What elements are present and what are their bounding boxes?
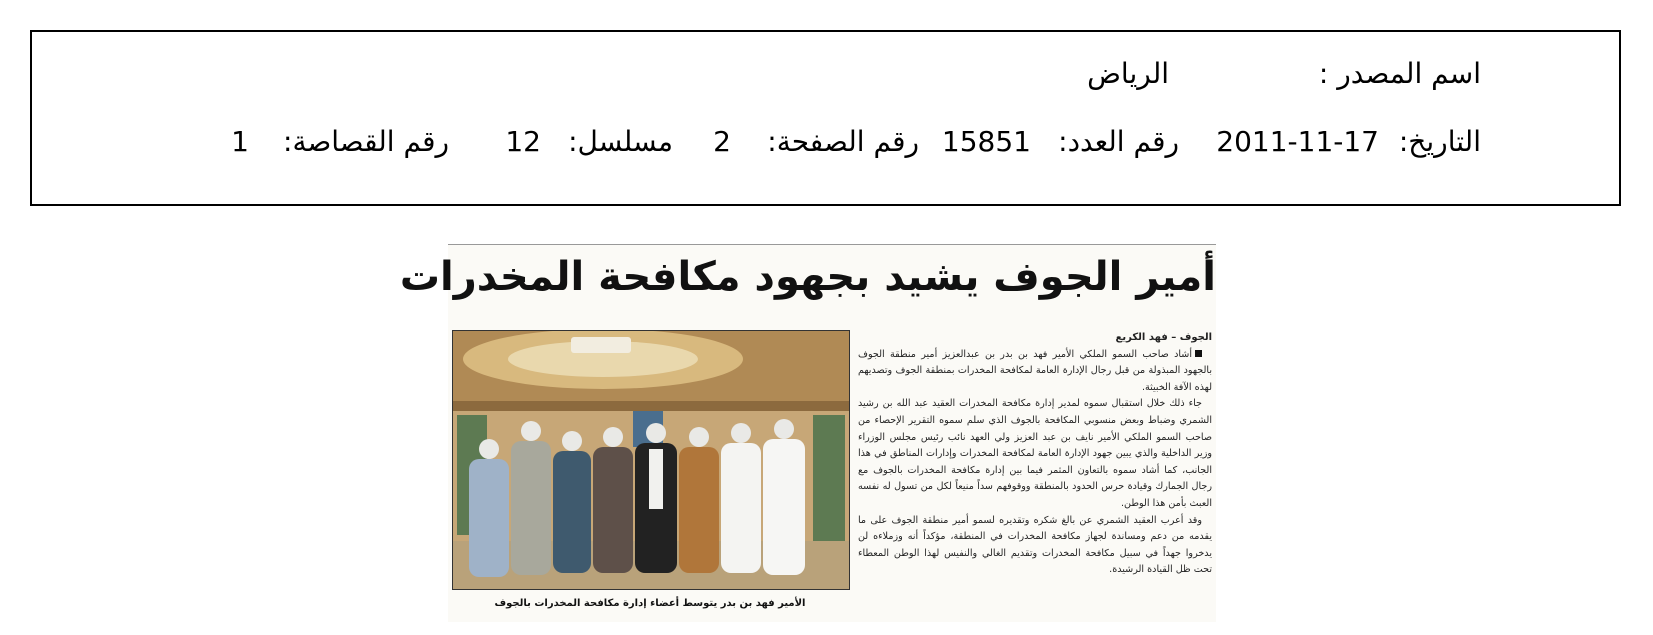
serial-value: 12 xyxy=(505,125,541,158)
date-label: التاريخ: xyxy=(1398,125,1481,158)
serial-label: مسلسل: xyxy=(568,125,673,158)
metadata-box xyxy=(30,30,1621,206)
newspaper-clipping xyxy=(399,244,1216,622)
bullet-icon xyxy=(1195,350,1202,357)
page-value: 2 xyxy=(713,125,731,158)
article-paragraph xyxy=(858,396,1212,512)
clip-value: 1 xyxy=(231,125,249,158)
paragraph-text: أشاد صاحب السمو الملكي الأمير فهد بن بدر بن عبدالعزيز أمير منطقة الجوف بالجهود المبذولة من قبل رجال الإدارة العامة لمكافحة المخدرات بمنطقة الجوف وتصديهم لهذه الآفة الخبيثة. xyxy=(858,348,1212,393)
paragraph-text: جاء ذلك خلال استقبال سموه لمدير إدارة مكافحة المخدرات العقيد عبد الله بن رشيد الشمري وضباط وبعض منسوبي المكافحة بالجوف الذي سلم سموه التقرير الإحصاء من صاحب السمو الملكي الأمير نايف بن عبد العزيز ولي العهد نائب رئيس مجلس الوزراء وزير الداخلية والذي يبين جهود الإدارة العامة لمكافحة المخدرات وإدارات المناطق في هذا الجانب، كما أشاد سموه بالتعاون المثمر فيما بين إدارة مكافحة المخدرات بالجوف مع رجال الجمارك وقيادة حرس الحدود بالمنطقة ووقوفهم سداً منيعاً لكل من تسول له نفسه العبث بأمن هذا الوطن. xyxy=(858,398,1212,509)
source-label: اسم المصدر : xyxy=(1318,57,1481,90)
article-body xyxy=(858,330,1212,579)
source-value: الرياض xyxy=(1087,57,1169,90)
date-value: 2011-11-17 xyxy=(1216,125,1379,158)
article-paragraph xyxy=(858,347,1212,397)
paragraph-text: وقد أعرب العقيد الشمري عن بالغ شكره وتقديره لسمو أمير منطقة الجوف على ما يقدمه من دعم ومساندة لجهاز مكافحة المخدرات في المنطقة، مؤكداً أنه وزملاءه لن يدخروا جهداً في سبيل مكافحة المخدرات وتقديم الغالي والنفيس لهذا الوطن المعطاء تحت ظل القيادة الرشيدة. xyxy=(858,514,1212,576)
top-rule xyxy=(448,244,1216,245)
photo-caption: الأمير فهد بن بدر يتوسط أعضاء إدارة مكافحة المخدرات بالجوف xyxy=(494,598,806,609)
article-paragraph xyxy=(858,513,1212,579)
clip-label: رقم القصاصة: xyxy=(283,125,449,158)
issue-label: رقم العدد: xyxy=(1058,125,1179,158)
news-photo xyxy=(452,330,850,590)
page-label: رقم الصفحة: xyxy=(767,125,919,158)
byline: الجوف – فهد الكريع xyxy=(1115,332,1212,343)
issue-value: 15851 xyxy=(941,125,1031,158)
headline: أمير الجوف يشيد بجهود مكافحة المخدرات xyxy=(399,254,1216,300)
photo-illustration xyxy=(453,331,849,589)
